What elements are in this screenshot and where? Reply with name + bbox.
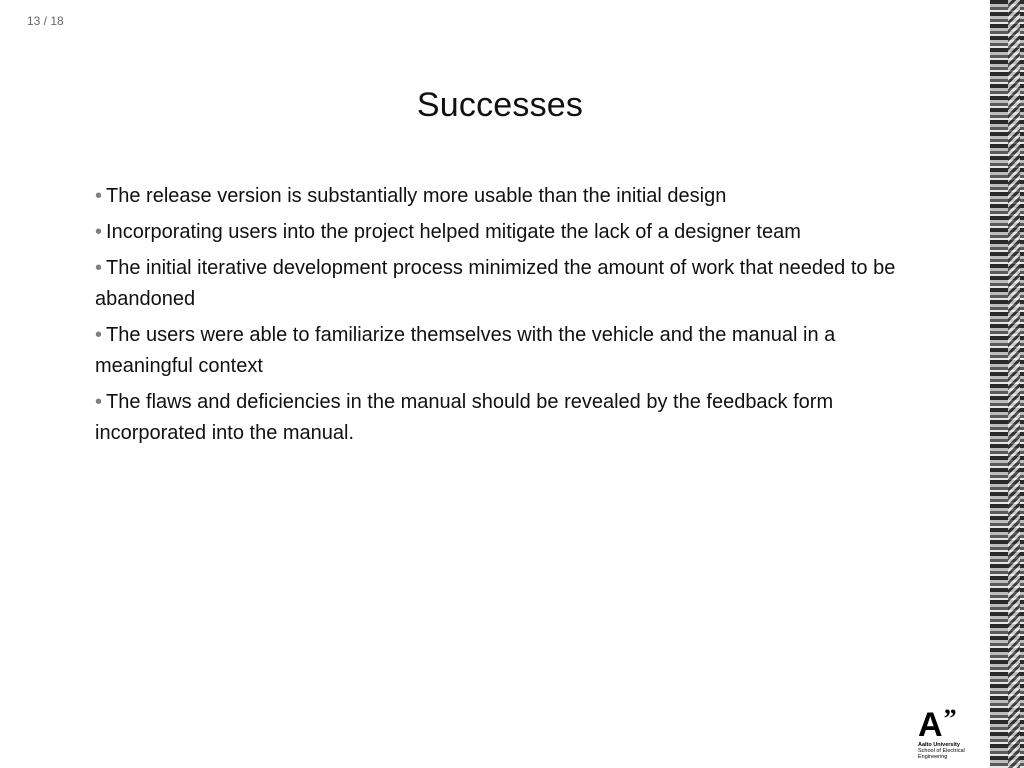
bullet-icon: • [95, 391, 103, 413]
slide-title: Successes [416, 86, 584, 124]
logo-quote-mark: ” [943, 704, 957, 733]
logo-letter: A [918, 706, 943, 744]
decorative-pattern [1008, 0, 1020, 768]
bullet-icon: • [95, 257, 103, 279]
list-item [95, 320, 915, 382]
bullet-text: The initial iterative development process minimized the amount of work that needed to be abandoned [95, 257, 896, 310]
logo-line-engineering: Engineering [918, 754, 948, 760]
logo-text [918, 742, 982, 760]
bullet-list [95, 181, 915, 454]
bullet-text: The release version is substantially more usable than the initial design [106, 185, 727, 207]
list-item [95, 387, 915, 449]
list-item [95, 217, 915, 248]
list-item [95, 181, 915, 212]
page-counter: 13 / 18 [27, 14, 64, 28]
bullet-text: Incorporating users into the project helped mitigate the lack of a designer team [106, 221, 801, 243]
bullet-icon: • [95, 221, 103, 243]
logo-mark [918, 704, 982, 744]
bullet-icon: • [95, 185, 103, 207]
bullet-icon: • [95, 324, 103, 346]
logo-line-school: School of Electrical [918, 748, 965, 754]
list-item [95, 253, 915, 315]
decorative-side-band [990, 0, 1024, 768]
aalto-logo [918, 704, 982, 764]
bullet-text: The users were able to familiarize themselves with the vehicle and the manual in a meaningful context [95, 324, 836, 377]
bullet-text: The flaws and deficiencies in the manual should be revealed by the feedback form incorporated into the manual. [95, 391, 834, 444]
logo-line-university: Aalto University [918, 742, 960, 748]
